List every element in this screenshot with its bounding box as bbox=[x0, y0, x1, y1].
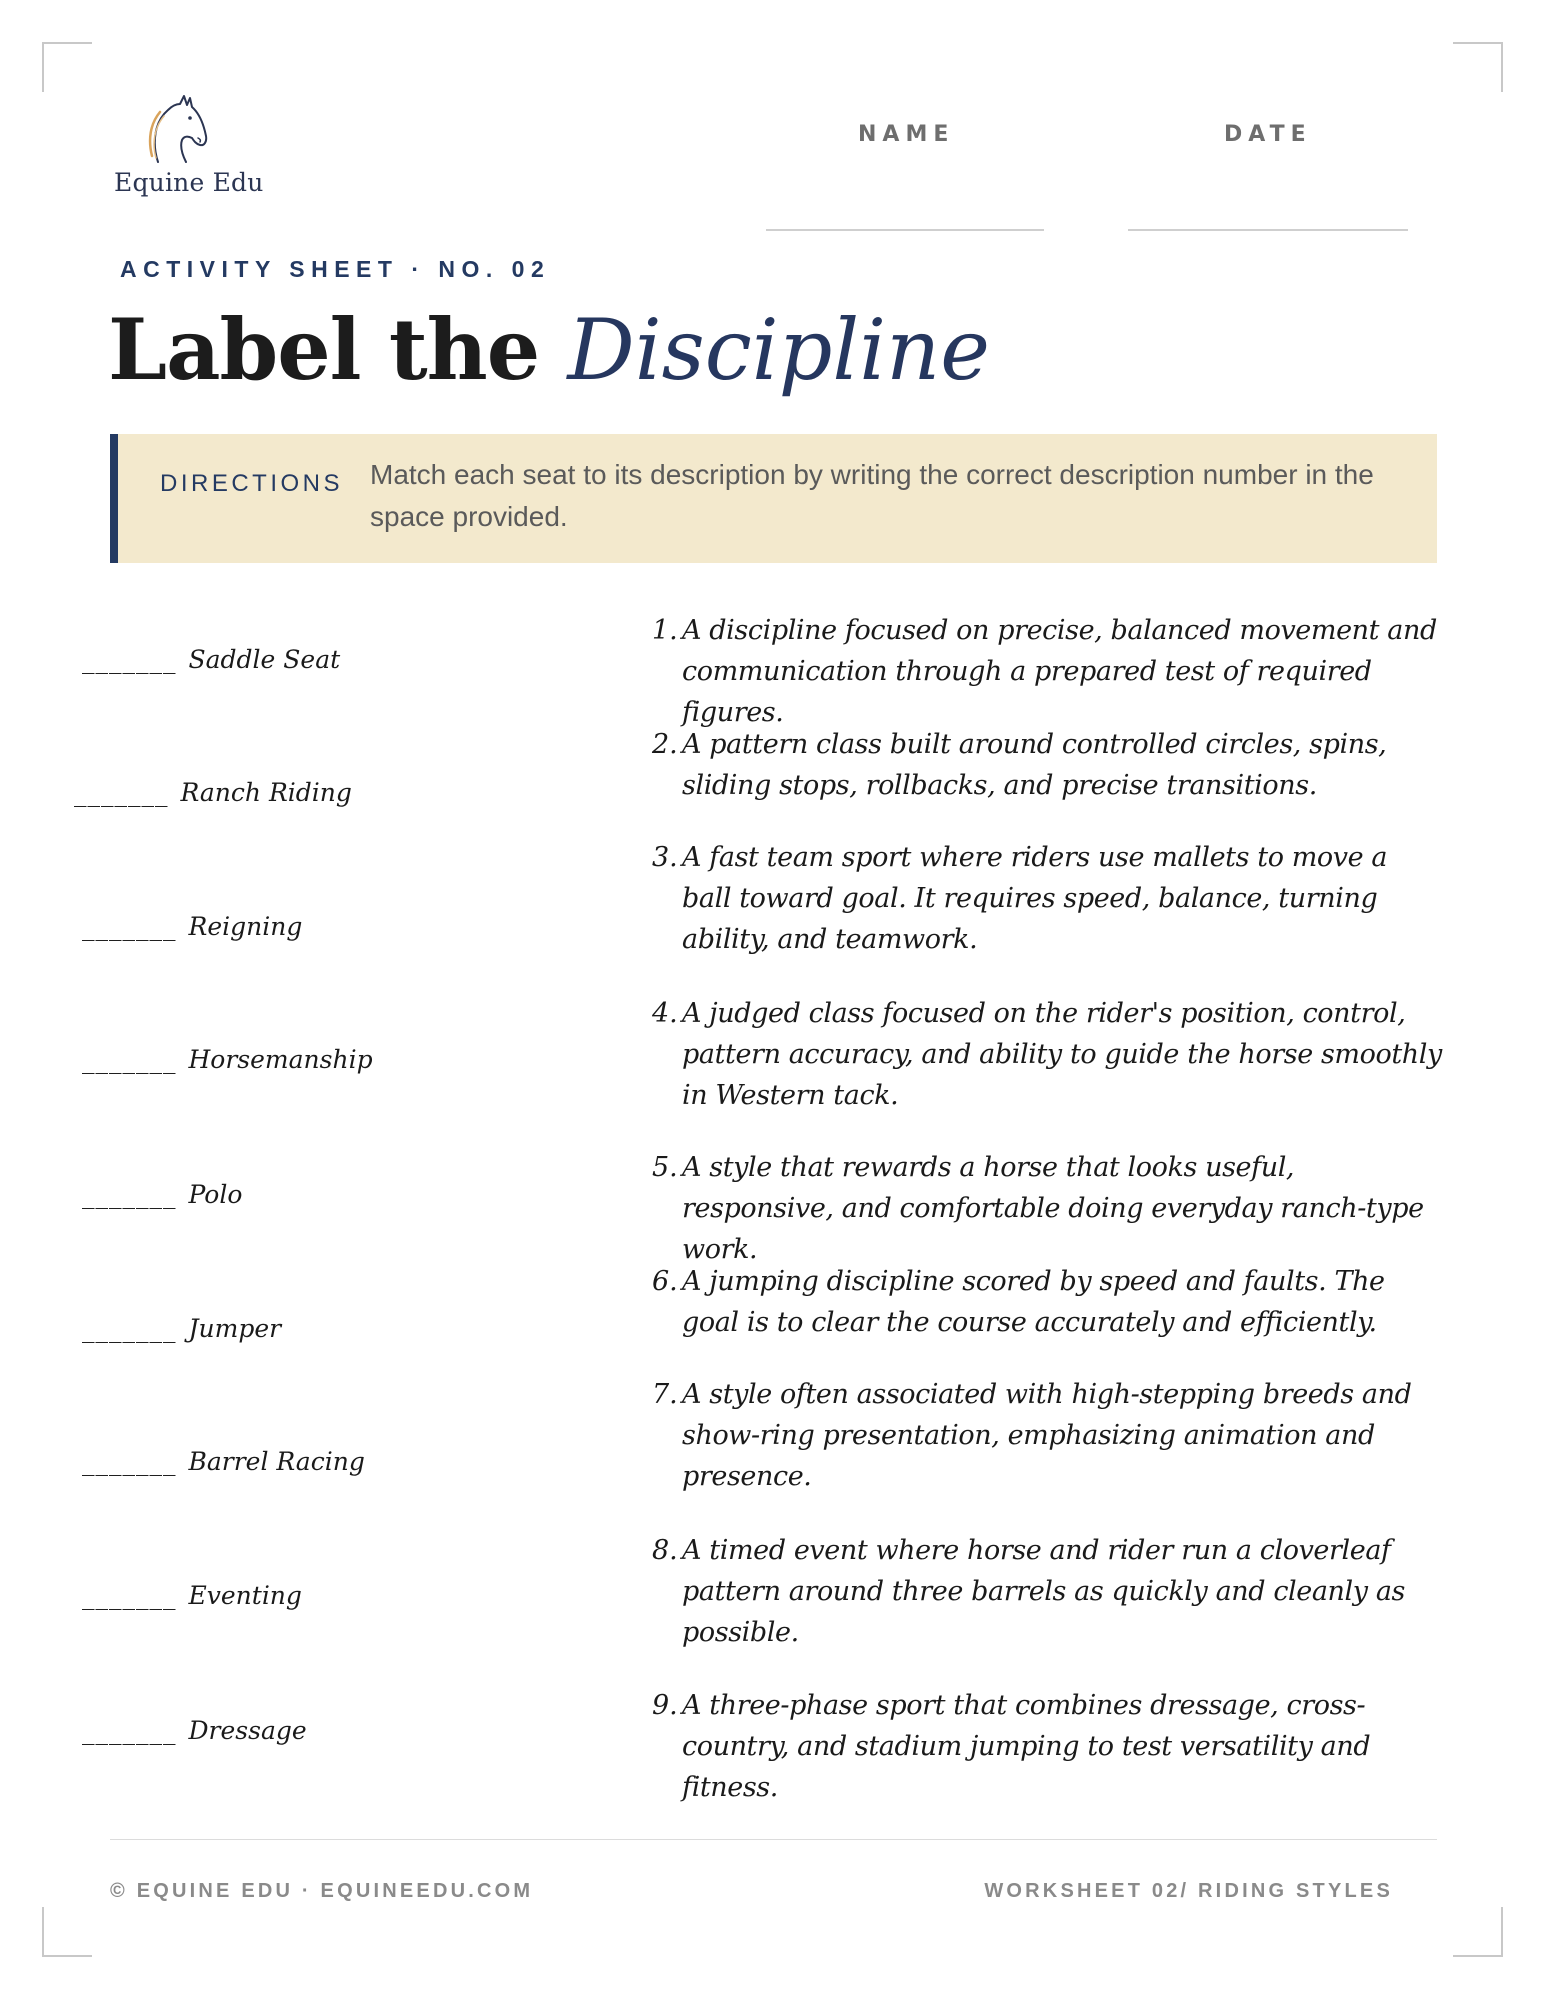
directions-label: DIRECTIONS bbox=[160, 470, 344, 497]
answer-blank[interactable]: _______ bbox=[82, 1581, 177, 1610]
name-label: NAME bbox=[858, 122, 955, 147]
description-number: 3. bbox=[652, 842, 678, 873]
description-text: A style often associated with high-stepping breeds and show-ring presentation, emphasizing animation and presence. bbox=[682, 1379, 1412, 1492]
corner-mark-bottom-left bbox=[42, 1907, 92, 1957]
description-text: A three-phase sport that combines dressage, cross-country, and stadium jumping to test versatility and fitness. bbox=[682, 1690, 1371, 1803]
description-number: 9. bbox=[652, 1690, 678, 1721]
activity-kicker: ACTIVITY SHEET · NO. 02 bbox=[120, 256, 551, 282]
seat-item bbox=[82, 1716, 307, 1745]
footer-copyright: © EQUINE EDU · EQUINEEDU.COM bbox=[110, 1880, 534, 1902]
description-text: A pattern class built around controlled circles, spins, sliding stops, rollbacks, and precise transitions. bbox=[682, 729, 1387, 801]
description-number: 1. bbox=[652, 615, 678, 646]
seat-label: Jumper bbox=[188, 1314, 282, 1343]
description-item bbox=[652, 1374, 1442, 1497]
answer-blank[interactable]: _______ bbox=[74, 778, 169, 807]
seat-label: Dressage bbox=[188, 1716, 307, 1745]
answer-blank[interactable]: _______ bbox=[82, 912, 177, 941]
description-item bbox=[652, 1685, 1442, 1808]
seat-item bbox=[82, 912, 302, 941]
name-field[interactable] bbox=[766, 229, 1044, 231]
date-label: DATE bbox=[1224, 122, 1312, 147]
seat-label: Eventing bbox=[188, 1581, 302, 1610]
seat-item bbox=[82, 1314, 281, 1343]
description-item bbox=[652, 1530, 1442, 1653]
answer-blank[interactable]: _______ bbox=[82, 645, 177, 674]
seat-item bbox=[74, 778, 352, 807]
seat-label: Saddle Seat bbox=[188, 645, 341, 674]
corner-mark-bottom-right bbox=[1453, 1907, 1503, 1957]
seat-label: Ranch Riding bbox=[180, 778, 352, 807]
title-main: Label the bbox=[108, 300, 540, 399]
seat-label: Barrel Racing bbox=[188, 1447, 365, 1476]
description-item bbox=[652, 610, 1442, 733]
horse-head-icon bbox=[140, 92, 220, 172]
seat-item bbox=[82, 1447, 365, 1476]
directions-banner bbox=[110, 434, 1437, 563]
description-item bbox=[652, 837, 1442, 960]
description-number: 4. bbox=[652, 998, 678, 1029]
answer-blank[interactable]: _______ bbox=[82, 1180, 177, 1209]
seat-item bbox=[82, 1180, 242, 1209]
description-number: 6. bbox=[652, 1266, 678, 1297]
answer-blank[interactable]: _______ bbox=[82, 1447, 177, 1476]
description-text: A fast team sport where riders use mallets to move a ball toward goal. It requires speed, balance, turning ability, and teamwork. bbox=[682, 842, 1388, 955]
seat-item bbox=[82, 1045, 373, 1074]
seat-label: Reigning bbox=[188, 912, 303, 941]
description-text: A judged class focused on the rider's position, control, pattern accuracy, and ability to guide the horse smoothly in Western tack. bbox=[682, 998, 1442, 1111]
description-text: A jumping discipline scored by speed and faults. The goal is to clear the course accurately and efficiently. bbox=[682, 1266, 1385, 1338]
seat-label: Polo bbox=[188, 1180, 243, 1209]
corner-mark-top-left bbox=[42, 42, 92, 92]
footer-divider bbox=[110, 1839, 1437, 1840]
seat-item bbox=[82, 645, 340, 674]
description-text: A style that rewards a horse that looks useful, responsive, and comfortable doing everyday ranch-type work. bbox=[682, 1152, 1424, 1265]
brand-logo bbox=[108, 92, 268, 212]
description-number: 5. bbox=[652, 1152, 678, 1183]
seat-item bbox=[82, 1581, 302, 1610]
directions-text: Match each seat to its description by writing the correct description number in the space provided. bbox=[370, 459, 1374, 532]
description-item bbox=[652, 724, 1442, 806]
page-title bbox=[108, 300, 990, 401]
description-item bbox=[652, 993, 1442, 1116]
description-text: A timed event where horse and rider run a cloverleaf pattern around three barrels as quickly and cleanly as possible. bbox=[682, 1535, 1405, 1648]
corner-mark-top-right bbox=[1453, 42, 1503, 92]
answer-blank[interactable]: _______ bbox=[82, 1314, 177, 1343]
footer-worksheet-id: WORKSHEET 02/ RIDING STYLES bbox=[984, 1880, 1393, 1902]
date-field[interactable] bbox=[1128, 229, 1408, 231]
answer-blank[interactable]: _______ bbox=[82, 1716, 177, 1745]
description-number: 8. bbox=[652, 1535, 678, 1566]
description-item bbox=[652, 1147, 1442, 1270]
description-number: 7. bbox=[652, 1379, 678, 1410]
description-number: 2. bbox=[652, 729, 678, 760]
description-item bbox=[652, 1261, 1442, 1343]
brand-name: Equine Edu bbox=[114, 168, 264, 197]
title-accent: Discipline bbox=[567, 301, 990, 399]
seat-label: Horsemanship bbox=[188, 1045, 373, 1074]
description-text: A discipline focused on precise, balanced movement and communication through a prepared test of required figures. bbox=[682, 615, 1437, 728]
answer-blank[interactable]: _______ bbox=[82, 1045, 177, 1074]
